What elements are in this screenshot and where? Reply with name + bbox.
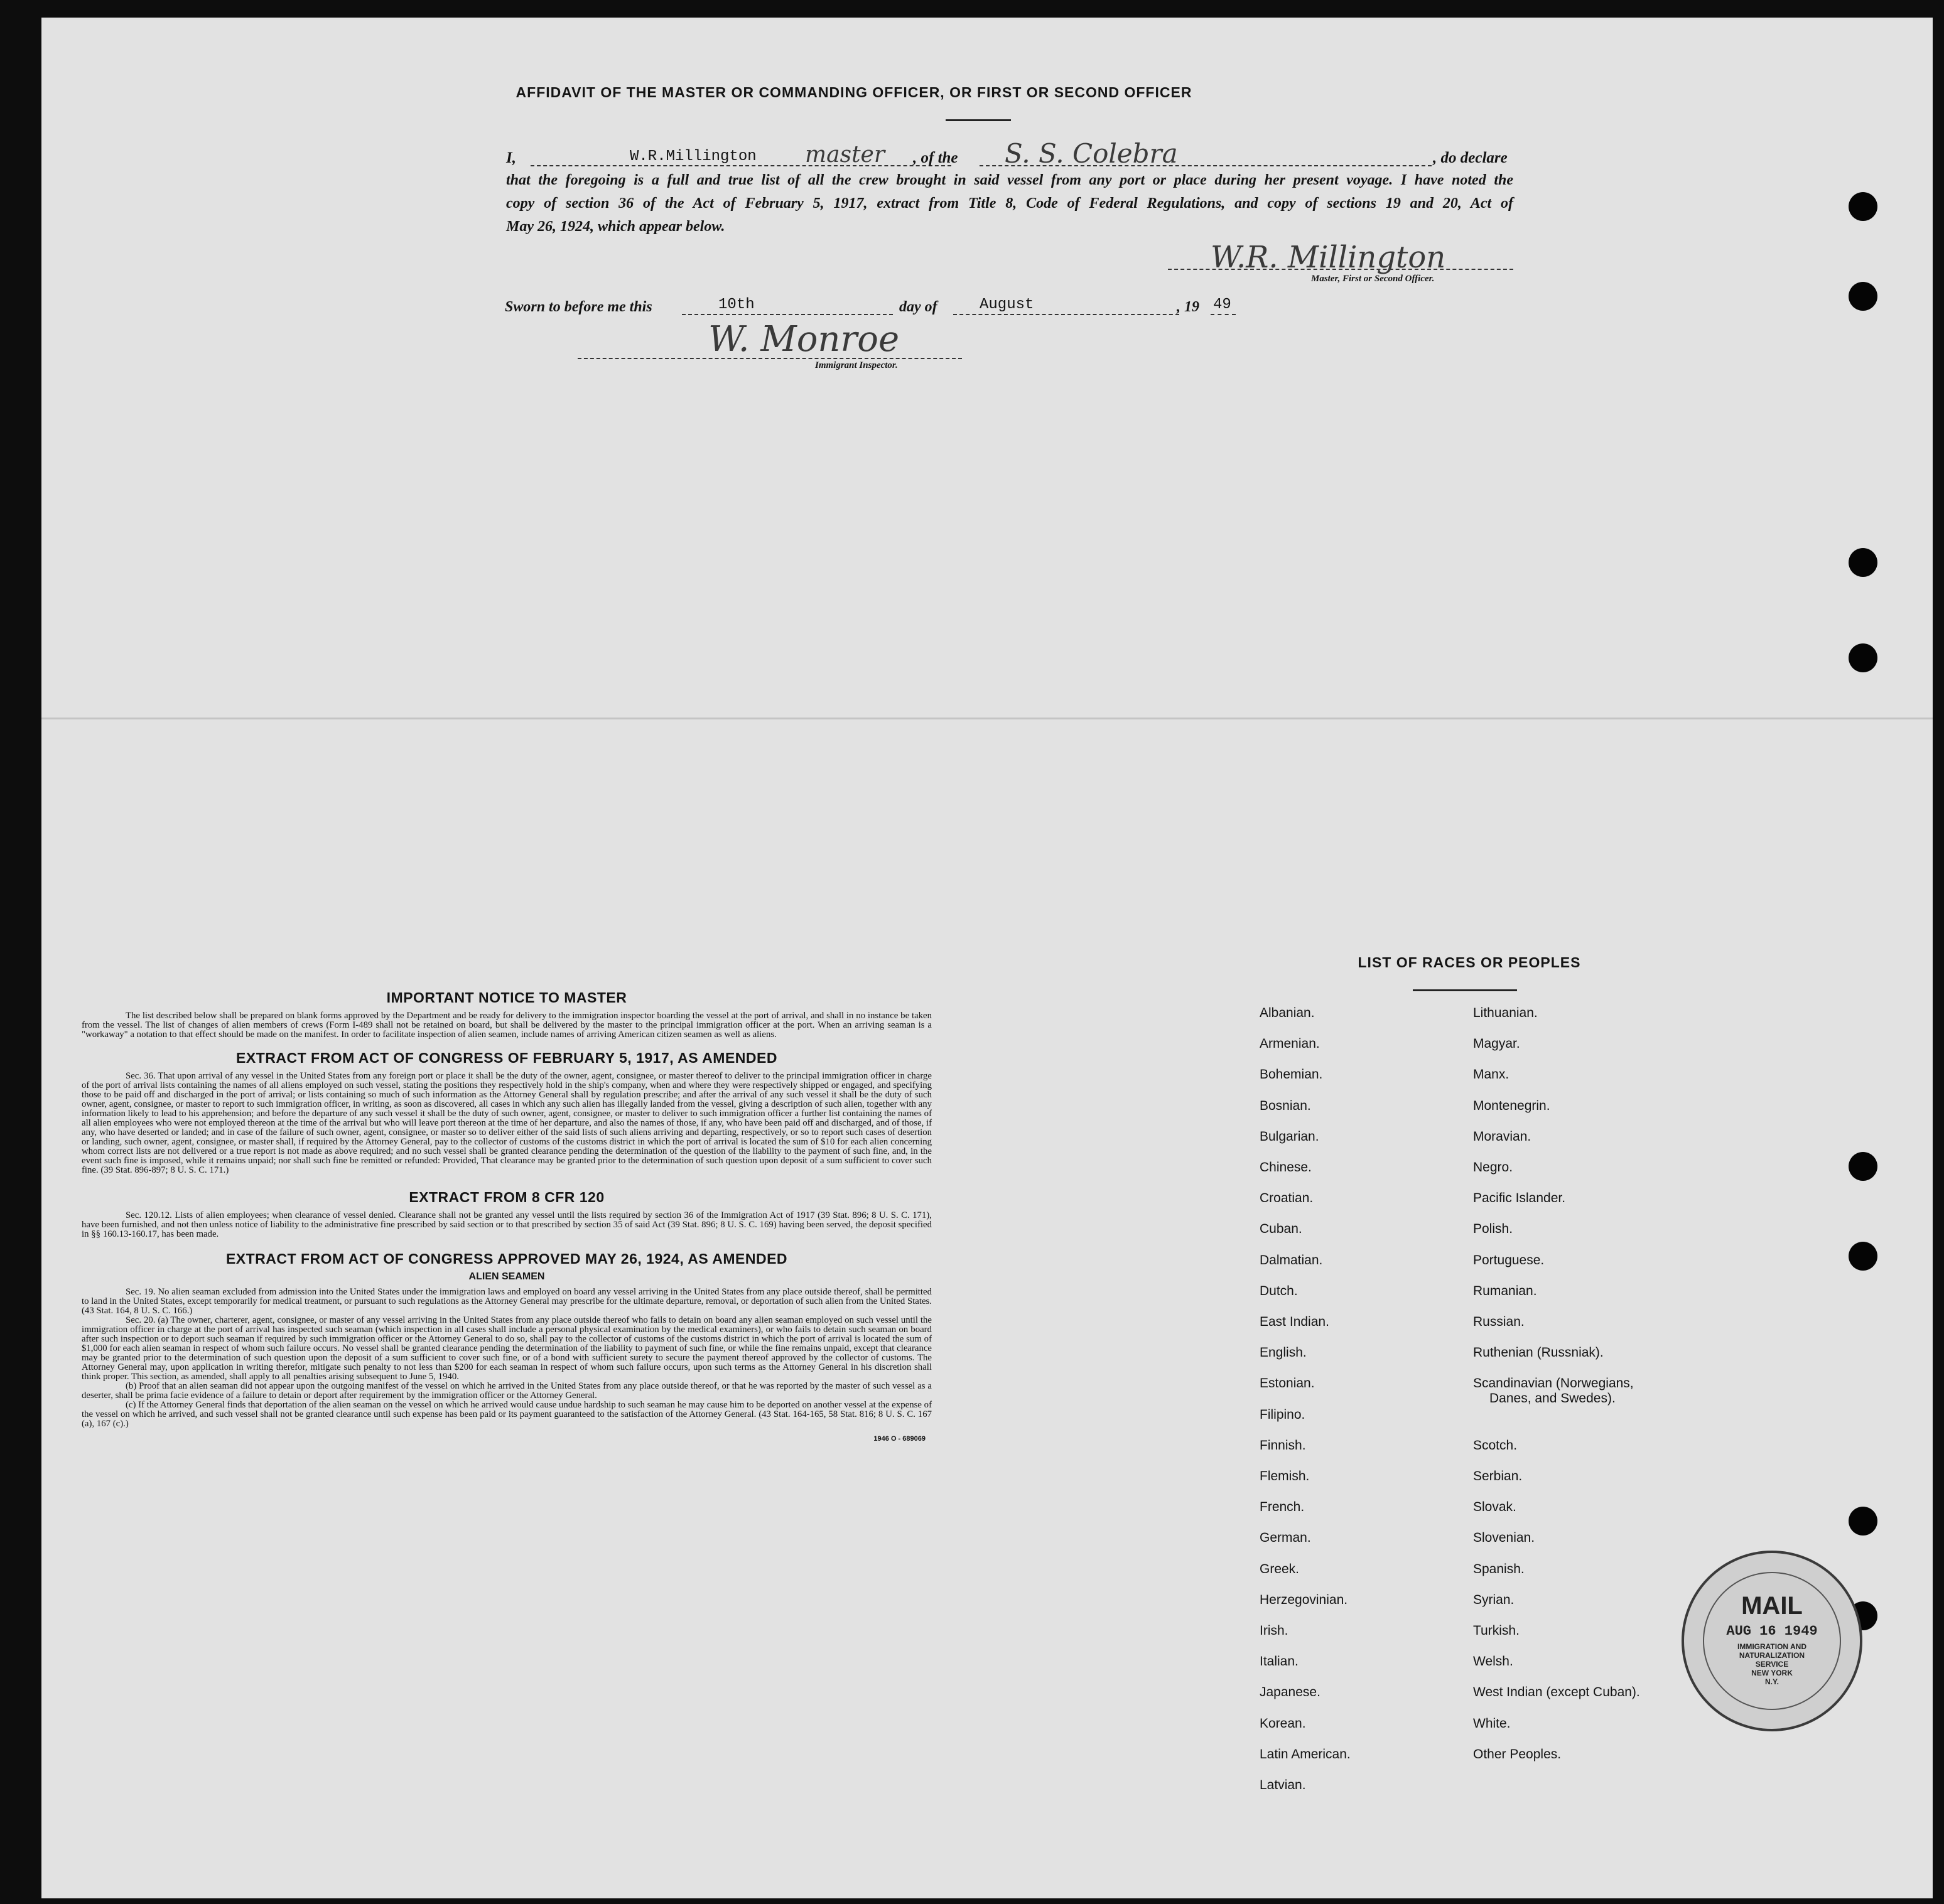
stamp-date: AUG 16 1949 bbox=[1726, 1623, 1818, 1639]
race-item-right: Montenegrin. bbox=[1473, 1099, 1550, 1113]
race-item-right: Turkish. bbox=[1473, 1623, 1520, 1638]
race-item-right: Portuguese. bbox=[1473, 1253, 1545, 1267]
title-rule bbox=[946, 119, 1011, 121]
race-item-left: Chinese. bbox=[1260, 1160, 1312, 1175]
sworn-prefix: Sworn to before me this bbox=[505, 299, 652, 315]
punch-hole bbox=[1849, 1507, 1877, 1536]
stamp-line-6: NEW YORK bbox=[1751, 1669, 1793, 1677]
race-item-left: Dutch. bbox=[1260, 1284, 1298, 1298]
race-item-right: Scotch. bbox=[1473, 1438, 1518, 1453]
race-item-right: Moravian. bbox=[1473, 1129, 1531, 1144]
section-19-text: Sec. 19. No alien seaman excluded from admission into the United States under the immigration laws and employed on board any vessel arriving in the United States from any place outside thereof, shall be permitted to land in the United States, except temporarily for medical treatment, or pursuant to such regulations as the Attorney General may prescribe for the ultimate departure, removal, or deportation of such alien from the United States. (43 Stat. 164, 8 U. S. C. 166.) bbox=[82, 1287, 932, 1316]
race-item-right: Slovak. bbox=[1473, 1500, 1516, 1514]
race-item-left: Dalmatian. bbox=[1260, 1253, 1323, 1267]
race-item-left: French. bbox=[1260, 1500, 1305, 1514]
race-item-right: Slovenian. bbox=[1473, 1530, 1535, 1545]
race-item-left: Irish. bbox=[1260, 1623, 1288, 1638]
extract-1924-subtitle: ALIEN SEAMEN bbox=[468, 1271, 545, 1282]
races-title-rule bbox=[1413, 989, 1517, 991]
fold-line bbox=[41, 718, 1933, 719]
race-item-right: Other Peoples. bbox=[1473, 1747, 1562, 1761]
race-item-left: Croatian. bbox=[1260, 1191, 1314, 1205]
punch-hole bbox=[1849, 192, 1877, 221]
notice-body: The list described below shall be prepared on blank forms approved by the Department and be ready for delivery to the immigration inspector boarding the vessel at the port of arrival, and shall in no instance be taken from the vessel. The list of changes of alien members of crews (Form I-489 shall not be retained on board, but shall be delivered by the master to the principal immigration officer at the port. When an arriving seaman is a "workaway" a notation to that effect should be made on the manifest. In order to facilitate inspection of alien seamen, include names of arriving American citizen seamen as well as aliens. bbox=[82, 1011, 932, 1040]
race-item-right: Magyar. bbox=[1473, 1036, 1520, 1051]
stamp-line-7: N.Y. bbox=[1764, 1677, 1779, 1686]
race-item-left: Cuban. bbox=[1260, 1222, 1302, 1236]
notice-column bbox=[82, 989, 932, 1443]
stamp-line-4: NATURALIZATION bbox=[1739, 1651, 1805, 1660]
inspector-line bbox=[578, 358, 962, 359]
section-20c-text: (c) If the Attorney General finds that deportation of the alien seaman on the vessel on which he arrived would cause undue hardship to such seaman he may cause him to be deported on another vessel at the expense of the vessel on which he arrived, and such vessel shall not be granted clearance until such expense has been paid or its payment guaranteed to the satisfaction of the Attorney General. (43 Stat. 164-165, 58 Stat. 816; 8 U. S. C. 167 (a), 167 (c).) bbox=[82, 1400, 932, 1429]
inspector-caption: Immigrant Inspector. bbox=[815, 360, 898, 370]
do-declare-label: , do declare bbox=[1433, 149, 1508, 166]
master-signature: W.R. Millington bbox=[1211, 240, 1446, 275]
extract-1917-body: Sec. 36. That upon arrival of any vessel in the United States from any foreign port or place it shall be the duty of the owner, agent, consignee, or master thereof to deliver to the principal immigration officer in charge of the port of arrival lists containing the names of all aliens employed on such vessel, stating the positions they respectively hold in the ship's company, when and where they were respectively shipped or engaged, and specifying those to be paid off and discharged in the port of arrival; or lists containing so much of such information as the Attorney General shall by regulation prescribe; and after the arrival of any such vessel it shall be the duty of such owner, agent, consignee, or master to report to such immigration officer, in writing, as soon as discovered, all cases in which any such alien has illegally landed from the vessel, giving a description of such alien, together with any information likely to lead to his apprehension; and before the departure of any such vessel it shall be the duty of such owner, agent, consignee, or master to deliver to such immigration officer a further list containing the names of all alien employees who were not employed thereon at the time of the arrival but who will leave port thereon at the time of her departure, and also the names of those, if any, who have been paid off and discharged, and of those, if any, who have deserted or landed; and in case of the failure of such owner, agent, consignee, or master so to deliver either of the said lists of such aliens arriving and departing, respectively, or so to report such cases of desertion or landing, such owner, agent, consignee, or master shall, if required by the Attorney General, pay to the collector of customs of the customs district in which the port of arrival is located the sum of $10 for each alien concerning whom correct lists are not delivered or a true report is not made as above required; and no such vessel shall be granted clearance pending the determination of the question of the liability to the payment of such fine, and, in the event such fine is imposed, while it remains unpaid; nor shall such fine be remitted or refunded: Provided, That clearance may be granted prior to the determination of such question upon deposit of a sum sufficient to cover such fine. (39 Stat. 896-897; 8 U. S. C. 171.) bbox=[82, 1071, 932, 1175]
race-item-left: East Indian. bbox=[1260, 1315, 1329, 1329]
inspector-signature: W. Monroe bbox=[708, 319, 900, 360]
of-the-label: , of the bbox=[913, 149, 958, 166]
race-item-left: Italian. bbox=[1260, 1654, 1299, 1669]
handwritten-vessel: S. S. Colebra bbox=[1005, 138, 1178, 169]
print-code: 1946 O - 689069 bbox=[873, 1435, 926, 1443]
month-value: August bbox=[980, 296, 1034, 313]
section-20b-text: (b) Proof that an alien seaman did not appear upon the outgoing manifest of the vessel on which he arrived in the United States from any place outside thereof, or that he was reported by the master of such vessel as a deserter, shall be prima facie evidence of a failure to detain or deport after requirement by the immigration officer or the Attorney General. bbox=[82, 1381, 932, 1401]
race-item-left: Finnish. bbox=[1260, 1438, 1306, 1453]
day-blank bbox=[682, 314, 893, 315]
name-blank bbox=[531, 165, 951, 166]
race-item-right: White. bbox=[1473, 1716, 1511, 1731]
section-20a-text: Sec. 20. (a) The owner, charterer, agent, consignee, or master of any vessel arriving in the United States from any place outside thereof who fails to detain on board any alien seaman employed on such vessel until the immigration officer in charge at the port of arrival has inspected such seaman (which inspection in all cases shall include a personal physical examination by the medical examiners), or who fails to detain such seaman on board after such inspection or to deport such seaman if required by such immigration officer or the Attorney General to do so, shall pay to the collector of customs of the customs district in which the port of arrival is located the sum of $1,000 for each alien seaman in respect of whom such failure occurs. No vessel shall be granted clearance pending the determination of the liability to payment of such fine, or while the fine remains unpaid, except that clearance may be granted prior to the determination of such question upon the deposit of a sum sufficient to cover such fine, or of a bond with sufficient surety to secure the payment thereof approved by the collector of customs. The Attorney General may, upon application in writing therefor, mitigate such penalty to not less than $200 for each seaman in respect of whom such failure occurs, upon such terms as the Attorney General in his discretion shall think proper. This section, as amended, shall apply to all penalties arising subsequent to June 5, 1940. bbox=[82, 1315, 932, 1382]
affidavit-title: AFFIDAVIT OF THE MASTER OR COMMANDING OFFICER, OR FIRST OR SECOND OFFICER bbox=[516, 84, 1192, 100]
race-item-left: Flemish. bbox=[1260, 1469, 1310, 1483]
race-item-left: Bosnian. bbox=[1260, 1099, 1311, 1113]
race-item-left: Bulgarian. bbox=[1260, 1129, 1319, 1144]
race-item-left: Herzegovinian. bbox=[1260, 1593, 1348, 1607]
day-of-label: day of bbox=[899, 299, 937, 315]
race-item-right: Ruthenian (Russniak). bbox=[1473, 1345, 1604, 1360]
year-value: 49 bbox=[1213, 296, 1231, 313]
stamp-line-5: SERVICE bbox=[1755, 1660, 1789, 1669]
race-item-left: Filipino. bbox=[1260, 1407, 1305, 1422]
punch-hole bbox=[1849, 548, 1877, 577]
extract-1917-title: EXTRACT FROM ACT OF CONGRESS OF FEBRUARY 5, 1917, AS AMENDED bbox=[236, 1050, 777, 1066]
mail-postmark-stamp bbox=[1682, 1551, 1862, 1731]
race-item-right: Serbian. bbox=[1473, 1469, 1523, 1483]
affidavit-line-2: that the foregoing is a full and true list of all the crew brought in said vessel from any port or place during her present voyage. I have noted the bbox=[506, 172, 1513, 188]
race-item-right: Negro. bbox=[1473, 1160, 1513, 1175]
month-blank bbox=[953, 314, 1179, 315]
race-item-right: Lithuanian. bbox=[1473, 1006, 1538, 1020]
race-item-right: Polish. bbox=[1473, 1222, 1513, 1236]
punch-hole bbox=[1849, 1242, 1877, 1271]
punch-hole bbox=[1849, 282, 1877, 311]
extract-8cfr-body: Sec. 120.12. Lists of alien employees; when clearance of vessel denied. Clearance shall not be granted any vessel until the lists required by section 36 of the Immigration Act of 1917 (39 Stat. 896; 8 U. S. C. 171), have been furnished, and not then unless notice of liability to the administrative fine prescribed by said section or to that prescribed by section 35 of said Act (39 Stat. 896; 8 U. S. C. 169) having been served, the deposit specified in §§ 160.13-160.17, has been made. bbox=[82, 1210, 932, 1239]
race-item-left: English. bbox=[1260, 1345, 1307, 1360]
extract-1924-title: EXTRACT FROM ACT OF CONGRESS APPROVED MAY 26, 1924, AS AMENDED bbox=[225, 1251, 788, 1267]
year-prefix: , 19 bbox=[1177, 299, 1199, 315]
race-item-left: Albanian. bbox=[1260, 1006, 1315, 1020]
race-item-left: Armenian. bbox=[1260, 1036, 1320, 1051]
race-item-left: Bohemian. bbox=[1260, 1067, 1323, 1082]
race-item-right: Welsh. bbox=[1473, 1654, 1513, 1669]
race-item-right: Pacific Islander. bbox=[1473, 1191, 1566, 1205]
race-item-right: Scandinavian (Norwegians, bbox=[1473, 1376, 1634, 1390]
signature-caption: Master, First or Second Officer. bbox=[1311, 274, 1435, 284]
race-item-left: Greek. bbox=[1260, 1562, 1300, 1576]
race-item-right: Rumanian. bbox=[1473, 1284, 1537, 1298]
race-item-right: Danes, and Swedes). bbox=[1489, 1391, 1616, 1406]
day-value: 10th bbox=[718, 296, 755, 313]
race-item-left: Latin American. bbox=[1260, 1747, 1351, 1761]
typed-name: W.R.Millington bbox=[630, 148, 757, 165]
affidavit-line-3: copy of section 36 of the Act of February 5, 1917, extract from Title 8, Code of Federal Regulations, and copy of sections 19 and 20, Act of bbox=[506, 195, 1513, 212]
notice-title: IMPORTANT NOTICE TO MASTER bbox=[386, 989, 627, 1006]
race-item-right: Spanish. bbox=[1473, 1562, 1525, 1576]
race-item-left: Latvian. bbox=[1260, 1778, 1306, 1792]
punch-hole bbox=[1849, 643, 1877, 672]
year-blank bbox=[1211, 314, 1236, 315]
race-item-right: West Indian (except Cuban). bbox=[1473, 1685, 1640, 1699]
stamp-line-3: IMMIGRATION AND bbox=[1737, 1642, 1806, 1651]
affidavit-line-4: May 26, 1924, which appear below. bbox=[506, 218, 725, 235]
affidavit-pronoun: I, bbox=[506, 149, 516, 166]
punch-hole bbox=[1849, 1152, 1877, 1181]
race-item-left: German. bbox=[1260, 1530, 1311, 1545]
race-item-right: Russian. bbox=[1473, 1315, 1525, 1329]
race-item-left: Estonian. bbox=[1260, 1376, 1315, 1390]
race-item-left: Japanese. bbox=[1260, 1685, 1320, 1699]
races-title: LIST OF RACES OR PEOPLES bbox=[1358, 954, 1581, 971]
stamp-mail: MAIL bbox=[1741, 1592, 1803, 1620]
extract-8cfr-title: EXTRACT FROM 8 CFR 120 bbox=[409, 1189, 605, 1205]
race-item-right: Manx. bbox=[1473, 1067, 1509, 1082]
handwritten-role: master bbox=[805, 142, 885, 168]
race-item-left: Korean. bbox=[1260, 1716, 1306, 1731]
race-item-right: Syrian. bbox=[1473, 1593, 1515, 1607]
